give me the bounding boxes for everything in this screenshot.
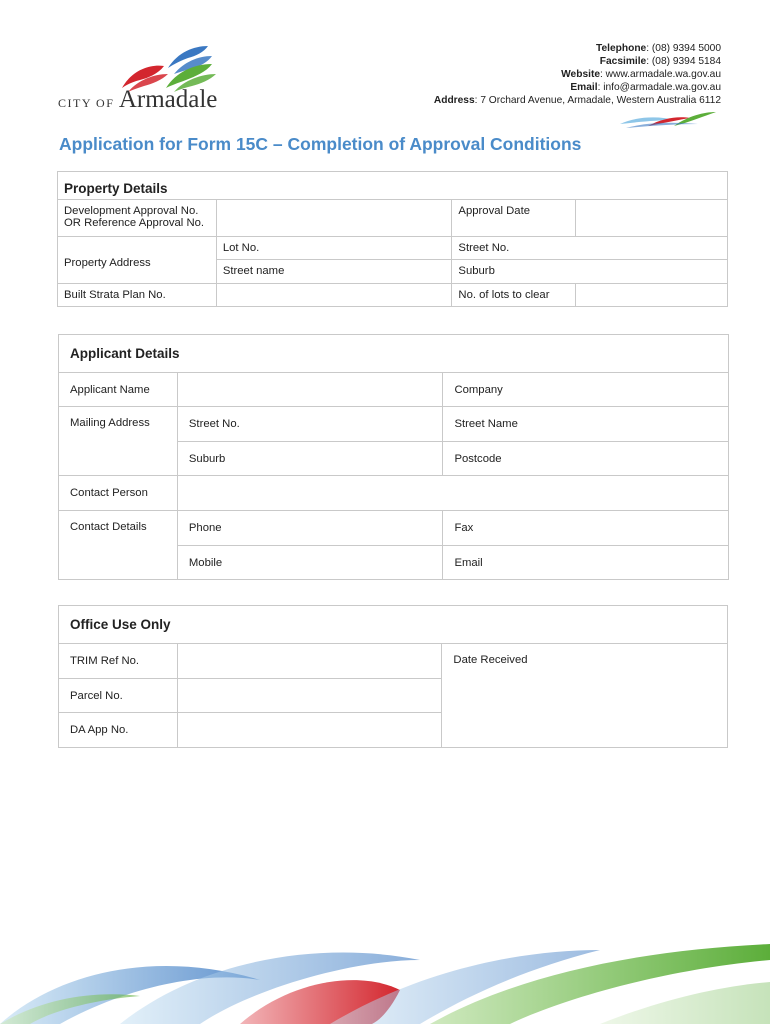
applicant-details-heading: Applicant Details <box>59 335 729 373</box>
lot-no-field[interactable]: Lot No. <box>216 237 452 260</box>
trim-ref-field[interactable] <box>177 644 442 679</box>
header-swoosh-icon <box>618 110 718 130</box>
da-app-label: DA App No. <box>59 713 178 748</box>
approval-date-field[interactable] <box>576 200 728 237</box>
contact-person-label: Contact Person <box>59 476 178 511</box>
company-field[interactable]: Company <box>443 373 729 407</box>
contact-block <box>434 42 721 107</box>
phone-field[interactable]: Phone <box>177 511 443 546</box>
property-details-table <box>57 171 728 307</box>
logo-city-of: CITY OF <box>58 96 115 110</box>
logo-name: Armadale <box>118 86 218 113</box>
mailing-postcode-field[interactable]: Postcode <box>443 442 729 476</box>
mailing-address-label: Mailing Address <box>59 407 178 476</box>
applicant-details-table <box>58 334 729 580</box>
trim-ref-label: TRIM Ref No. <box>59 644 178 679</box>
lots-to-clear-label: No. of lots to clear <box>452 284 576 307</box>
contact-details-label: Contact Details <box>59 511 178 580</box>
street-name-field[interactable]: Street name <box>216 260 452 284</box>
telephone-line: Telephone: (08) 9394 5000 <box>596 43 721 54</box>
mailing-street-name-field[interactable]: Street Name <box>443 407 729 442</box>
email-field[interactable]: Email <box>443 546 729 580</box>
mailing-street-no-field[interactable]: Street No. <box>177 407 443 442</box>
applicant-name-label: Applicant Name <box>59 373 178 407</box>
city-logo-wordmark <box>58 86 217 114</box>
property-address-label: Property Address <box>58 237 217 284</box>
approval-date-label: Approval Date <box>452 200 576 237</box>
dev-approval-label: Development Approval No. OR Reference Approval No. <box>58 200 217 237</box>
lots-to-clear-field[interactable] <box>576 284 728 307</box>
contact-person-field[interactable] <box>177 476 728 511</box>
facsimile-line: Facsimile: (08) 9394 5184 <box>599 56 721 67</box>
mobile-field[interactable]: Mobile <box>177 546 443 580</box>
email-line[interactable]: Email: info@armadale.wa.gov.au <box>570 82 721 93</box>
fax-field[interactable]: Fax <box>443 511 729 546</box>
mailing-suburb-field[interactable]: Suburb <box>177 442 443 476</box>
street-no-field[interactable]: Street No. <box>452 237 728 260</box>
address-line: Address: 7 Orchard Avenue, Armadale, Western Australia 6112 <box>433 95 721 106</box>
parcel-no-field[interactable] <box>177 679 442 713</box>
dev-approval-field[interactable] <box>216 200 452 237</box>
office-use-table <box>58 605 728 748</box>
office-use-heading: Office Use Only <box>59 606 728 644</box>
strata-plan-field[interactable] <box>216 284 452 307</box>
suburb-field[interactable]: Suburb <box>452 260 728 284</box>
applicant-name-field[interactable] <box>177 373 443 407</box>
property-details-heading: Property Details <box>58 172 728 200</box>
parcel-no-label: Parcel No. <box>59 679 178 713</box>
date-received-field[interactable]: Date Received <box>442 644 728 748</box>
strata-plan-label: Built Strata Plan No. <box>58 284 217 307</box>
footer-swoosh-icon <box>0 930 770 1024</box>
page-title: Application for Form 15C – Completion of Approval Conditions <box>59 134 582 154</box>
da-app-field[interactable] <box>177 713 442 748</box>
website-line[interactable]: Website: www.armadale.wa.gov.au <box>561 69 721 80</box>
